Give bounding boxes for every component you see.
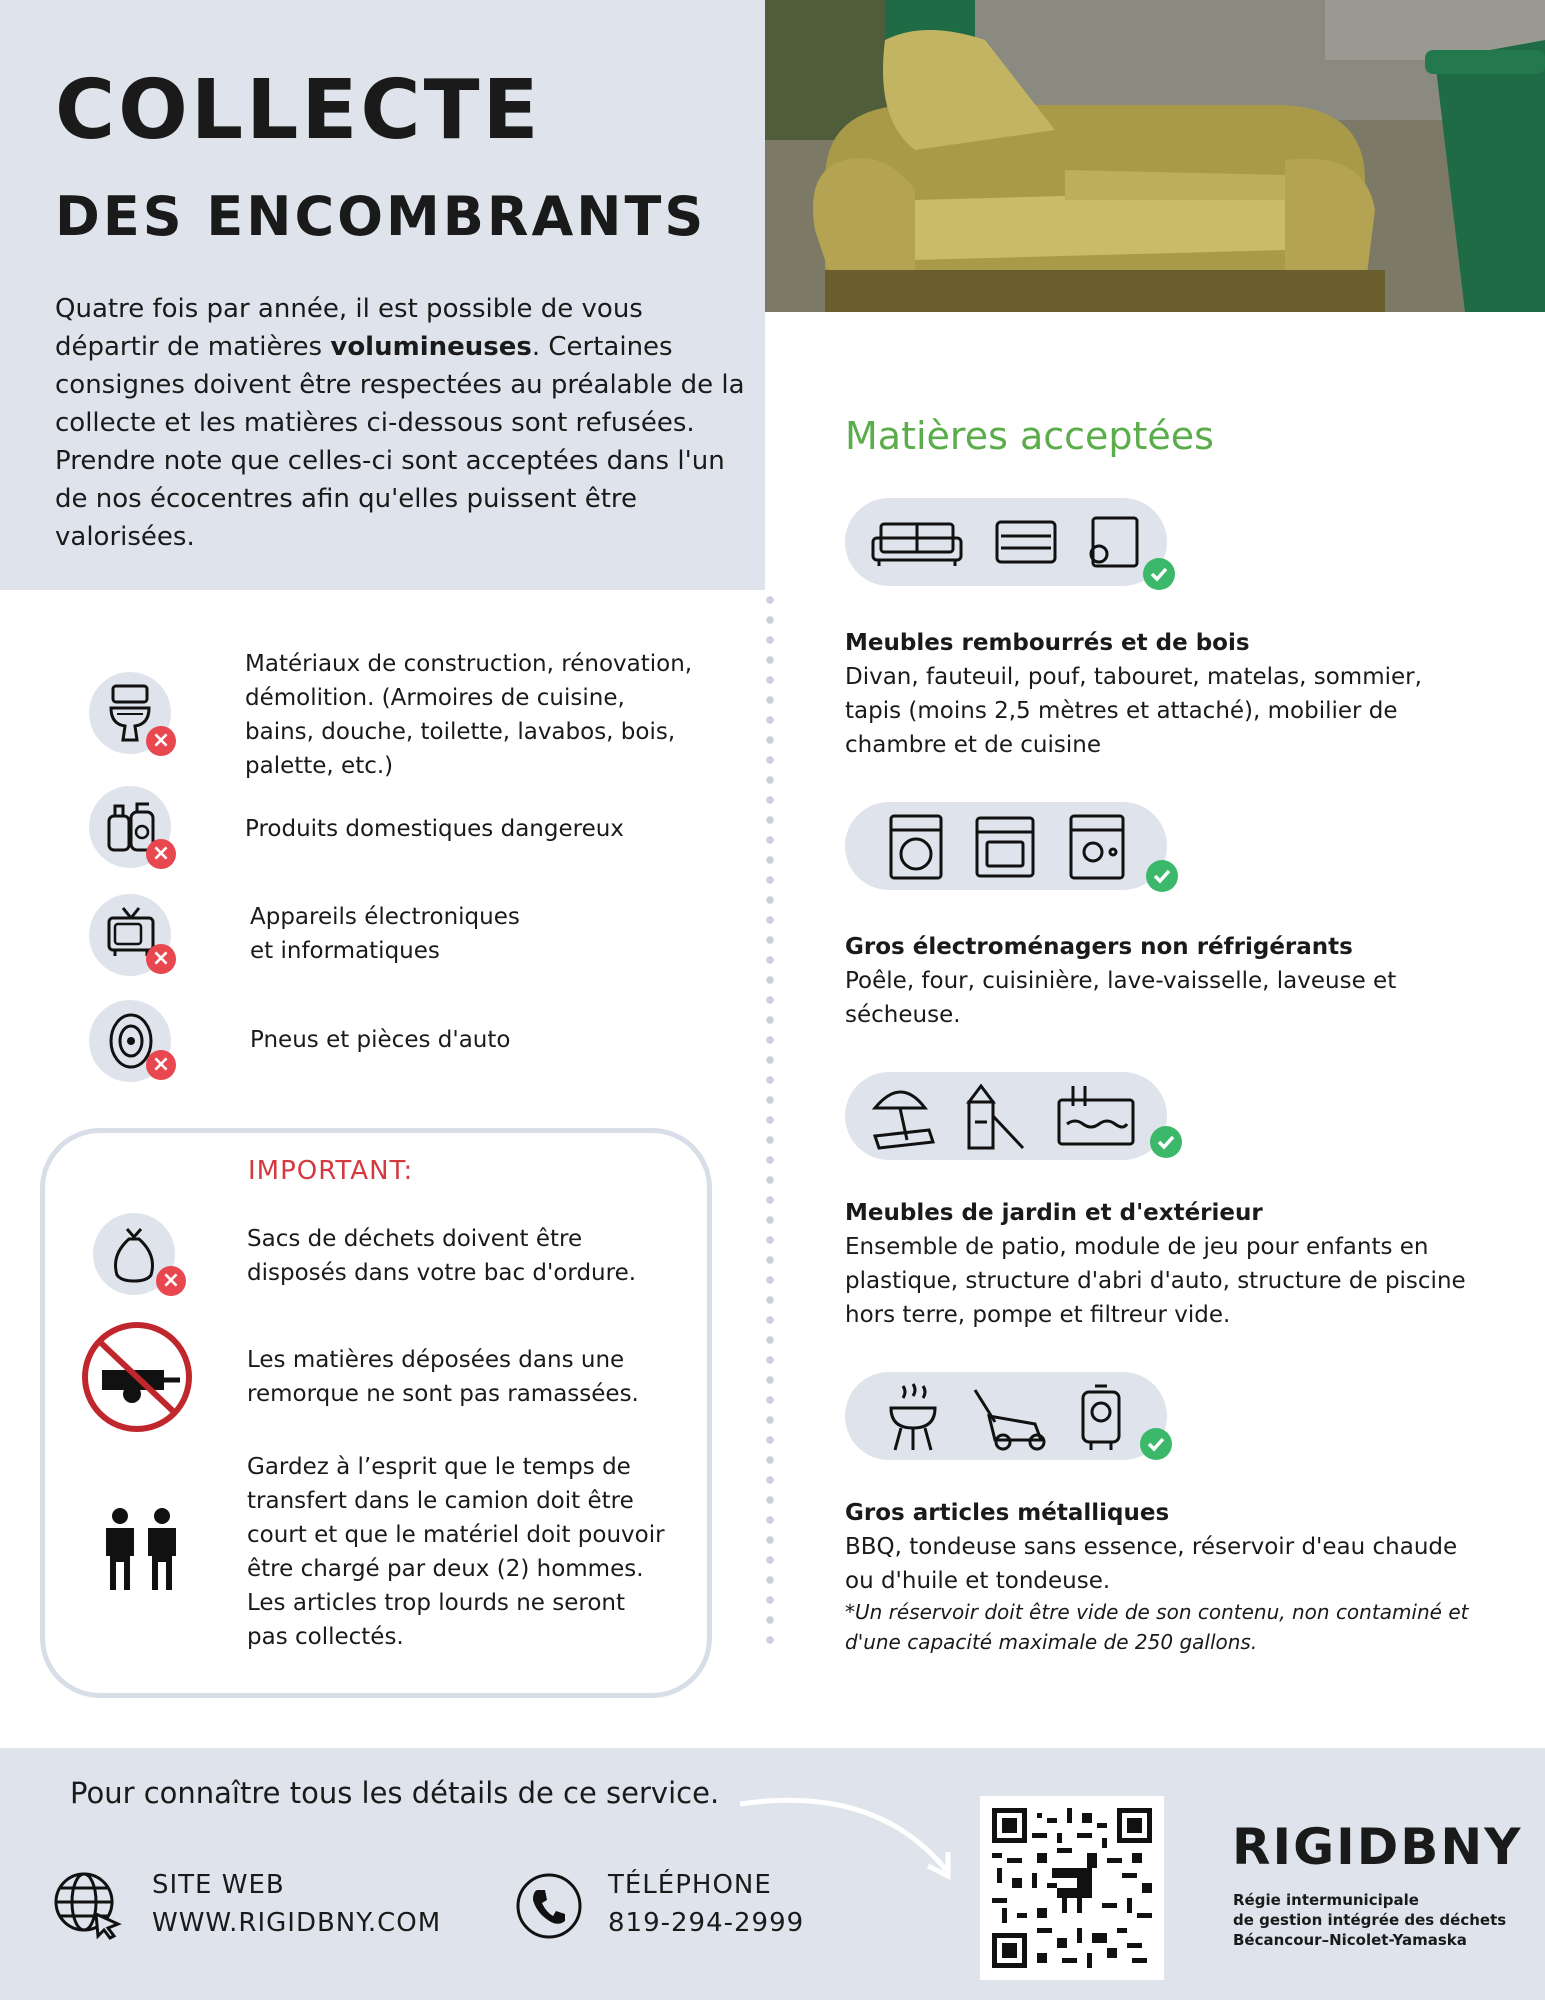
two-men-icon bbox=[100, 1508, 184, 1596]
refused-x-icon: × bbox=[146, 726, 176, 756]
accepted-icons-garden bbox=[845, 1072, 1167, 1160]
intro-bold: volumineuses bbox=[330, 332, 532, 362]
refused-x-icon: × bbox=[146, 1050, 176, 1080]
phone-icon bbox=[515, 1872, 583, 1944]
refused-item-label: Pneus et pièces d'auto bbox=[250, 1027, 511, 1053]
garbage-bag-icon bbox=[111, 1225, 157, 1283]
lawnmower-icon bbox=[975, 1390, 1044, 1449]
water-heater-icon bbox=[1083, 1386, 1119, 1450]
refused-x-icon: × bbox=[156, 1266, 186, 1296]
refused-item-label: Produits domestiques dangereux bbox=[245, 816, 624, 842]
dotted-separator bbox=[766, 590, 774, 1655]
check-icon bbox=[1146, 860, 1178, 892]
important-text: Les matières déposées dans une remorque ne sont pas ramassées. bbox=[247, 1347, 639, 1407]
phone-number[interactable]: 819-294-2999 bbox=[608, 1908, 805, 1938]
page-title: COLLECTE bbox=[55, 63, 542, 158]
playground-icon bbox=[969, 1086, 1023, 1148]
category-title: Meubles rembourrés et de bois bbox=[845, 630, 1250, 656]
important-text: Gardez à l’esprit que le temps de transfert dans le camion doit être court et que le matériel doit pouvoir être chargé par deux (2) hommes. Les articles trop lourds ne seront pas collectés. bbox=[247, 1454, 665, 1650]
washer-icon bbox=[891, 816, 941, 878]
refused-item-label: Appareils électroniques et informatiques bbox=[250, 904, 520, 964]
category-text: Poêle, four, cuisinière, lave-vaisselle, laveuse et sécheuse. bbox=[845, 968, 1397, 1028]
web-link[interactable]: WWW.RIGIDBNY.COM bbox=[152, 1908, 442, 1938]
globe-icon bbox=[52, 1870, 122, 1944]
web-label: SITE WEB bbox=[152, 1870, 285, 1900]
phone-label: TÉLÉPHONE bbox=[608, 1870, 772, 1900]
qr-code-icon bbox=[992, 1808, 1152, 1968]
no-trailer-icon bbox=[80, 1320, 194, 1438]
page-subtitle: DES ENCOMBRANTS bbox=[55, 185, 707, 248]
accepted-icons-furniture bbox=[845, 498, 1167, 586]
qr-code[interactable] bbox=[980, 1796, 1164, 1980]
category-text: Ensemble de patio, module de jeu pour enfants en plastique, structure d'abri d'auto, structure de piscine hors terre, pompe et filtreur vide. bbox=[845, 1234, 1466, 1328]
stove-icon bbox=[977, 818, 1033, 876]
refused-x-icon: × bbox=[146, 944, 176, 974]
category-text: BBQ, tondeuse sans essence, réservoir d'eau chaude ou d'huile et tondeuse. bbox=[845, 1534, 1458, 1594]
accepted-title: Matières acceptées bbox=[845, 414, 1214, 458]
brand-tagline: Régie intermunicipale de gestion intégrée des déchets Bécancour–Nicolet-Yamaska bbox=[1233, 1891, 1507, 1949]
category-title: Gros articles métalliques bbox=[845, 1500, 1170, 1526]
patio-umbrella-icon bbox=[875, 1092, 933, 1148]
couch-photo bbox=[765, 0, 1545, 312]
check-icon bbox=[1150, 1126, 1182, 1158]
check-icon bbox=[1140, 1428, 1172, 1460]
category-title: Meubles de jardin et d'extérieur bbox=[845, 1200, 1263, 1226]
dryer-icon bbox=[1071, 816, 1123, 878]
toilet-icon bbox=[107, 684, 153, 742]
accepted-icons-appliances bbox=[845, 802, 1167, 890]
category-note: *Un réservoir doit être vide de son contenu, non contaminé et d'une capacité maximale de 250 gallons. bbox=[845, 1600, 1469, 1654]
accepted-icons-metal bbox=[845, 1372, 1167, 1460]
important-text: Sacs de déchets doivent être disposés dans votre bac d'ordure. bbox=[247, 1226, 637, 1286]
category-text: Divan, fauteuil, pouf, tabouret, matelas, sommier, tapis (moins 2,5 mètres et attaché), mobilier de chambre et de cuisine bbox=[845, 664, 1422, 758]
footer-lead: Pour connaître tous les détails de ce service. bbox=[70, 1776, 720, 1810]
refused-item-label: Matériaux de construction, rénovation, démolition. (Armoires de cuisine, bains, douche, toilette, lavabos, bois, palette, etc.) bbox=[245, 651, 693, 779]
refused-x-icon: × bbox=[146, 839, 176, 869]
mattress-icon bbox=[997, 522, 1055, 562]
rug-icon bbox=[1091, 518, 1137, 566]
pool-icon bbox=[1059, 1086, 1133, 1144]
check-icon bbox=[1143, 558, 1175, 590]
brand-logo: RIGIDBNY bbox=[1232, 1818, 1523, 1876]
category-title: Gros électroménagers non réfrigérants bbox=[845, 934, 1353, 960]
sofa-icon bbox=[873, 524, 961, 566]
important-title: IMPORTANT: bbox=[248, 1156, 414, 1186]
bbq-icon bbox=[891, 1384, 935, 1450]
intro-paragraph: Quatre fois par année, il est possible de vous départir de matières volumineuses. Certaines consignes doivent être respectées au préalable de la collecte et les matières ci-dessous sont refusées. Prendre note que celles-ci sont acceptées dans l'un de nos écocentres afin qu'elles puissent être valorisées. bbox=[55, 294, 745, 552]
